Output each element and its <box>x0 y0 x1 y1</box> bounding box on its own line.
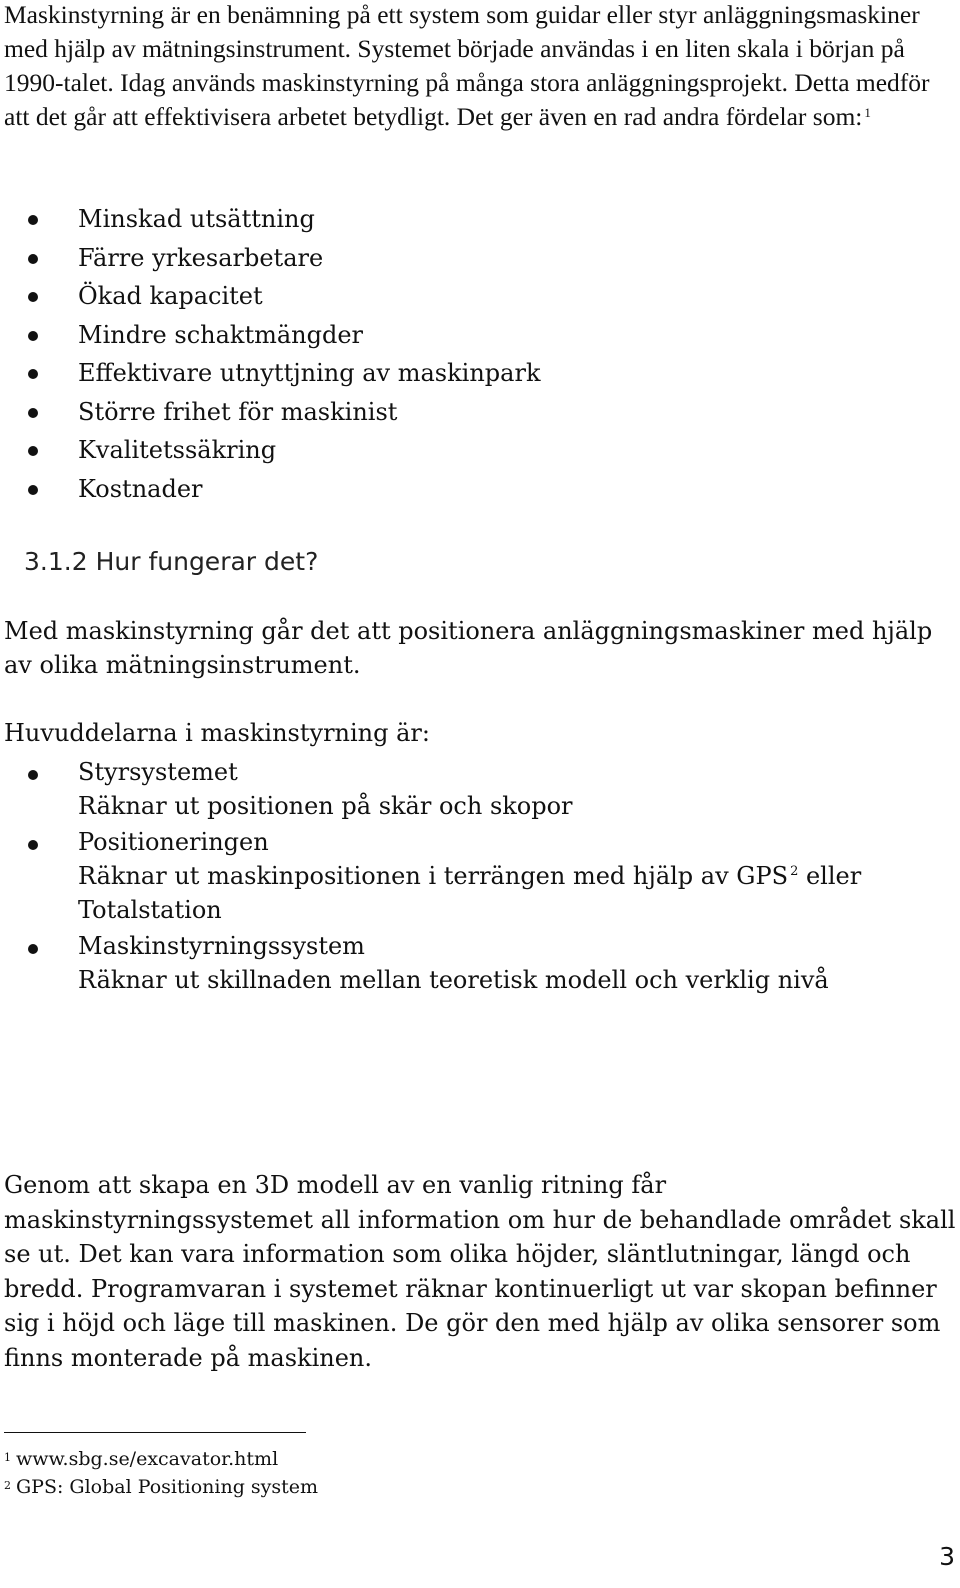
benefit-item-mindre-schaktmangder: Mindre schaktmängder <box>0 316 540 355</box>
footnote-text: GPS: Global Positioning system <box>16 1476 319 1498</box>
benefit-item-farre-yrkesarbetare: Färre yrkesarbetare <box>0 239 540 278</box>
part-item-maskinstyrningssystem <box>0 929 960 997</box>
footnote-text: www.sbg.se/excavator.html <box>16 1448 279 1470</box>
part-name: Positioneringen <box>78 828 269 856</box>
footnote-item <box>4 1445 318 1473</box>
benefit-item-okad-kapacitet: Ökad kapacitet <box>0 277 540 316</box>
part-name: Styrsystemet <box>78 758 238 786</box>
footnotes <box>4 1445 318 1501</box>
page-number: 3 <box>939 1542 955 1571</box>
benefit-item-effektivare-utnyttjning: Effektivare utnyttjning av maskinpark <box>0 354 540 393</box>
section-title: Hur fungerar det? <box>95 547 319 576</box>
part-description <box>78 859 960 927</box>
part-description-after-footnote: eller Totalstation <box>78 862 862 924</box>
main-parts-list <box>0 755 960 999</box>
part-description: Räknar ut positionen på skär och skopor <box>78 792 573 820</box>
footnote-item <box>4 1473 318 1501</box>
footnote-reference-1: 1 <box>864 105 871 120</box>
part-name: Maskinstyrningssystem <box>78 932 365 960</box>
how-it-works-paragraph: Med maskinstyrning går det att positionera anläggningsmaskiner med hjälp av olika mätningsinstrument. <box>4 617 933 679</box>
footnote-number: 2 <box>4 1479 11 1492</box>
benefit-item-minskad-utsattning: Minskad utsättning <box>0 200 540 239</box>
part-description: Räknar ut skillnaden mellan teoretisk modell och verklig nivå <box>78 966 829 994</box>
part-item-positioneringen <box>0 825 960 927</box>
intro-paragraph <box>4 0 956 134</box>
intro-text: Maskinstyrning är en benämning på ett system som guidar eller styr anläggningsmaskiner med hjälp av mätningsinstrument. Systemet började användas i en liten skala i början på 1990-talet. Idag används maskinstyrning på många stora anläggningsprojekt. Detta medför att det går att effektivisera arbetet betydligt. Det ger även en rad andra fördelar som: <box>4 0 930 131</box>
part-description-before-footnote: Räknar ut maskinpositionen i terrängen med hjälp av GPS <box>78 862 789 890</box>
footnote-reference-2: 2 <box>790 864 799 879</box>
benefit-item-kostnader: Kostnader <box>0 470 540 509</box>
footnote-separator <box>4 1432 306 1433</box>
benefit-item-kvalitetssakring: Kvalitetssäkring <box>0 431 540 470</box>
part-item-styrsystemet <box>0 755 960 823</box>
footnote-number: 1 <box>4 1451 11 1464</box>
section-number: 3.1.2 <box>24 547 88 576</box>
model-paragraph: Genom att skapa en 3D modell av en vanlig ritning får maskinstyrningssystemet all information om hur de behandlade området skall se ut. Det kan vara information som olika höjder, släntlutningar, längd och bredd. Programvaran i systemet räknar kontinuerligt ut var skopan befinner sig i höjd och läge till maskinen. De gör den med hjälp av olika sensorer som finns monterade på maskinen. <box>4 1171 956 1372</box>
main-parts-title: Huvuddelarna i maskinstyrning är: <box>4 719 430 747</box>
benefit-item-storre-frihet: Större frihet för maskinist <box>0 393 540 432</box>
section-heading <box>24 545 318 579</box>
benefits-list <box>0 200 540 508</box>
